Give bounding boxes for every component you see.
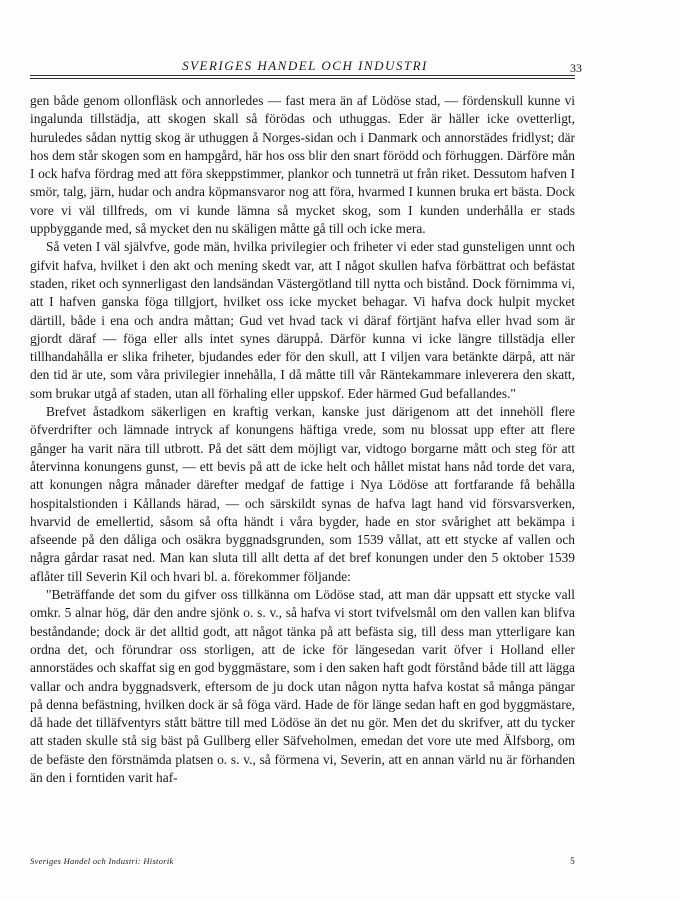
signature-mark: 5 [570,856,575,866]
paragraph-continued: gen både genom ollonfläsk och annorledes — fast mera än af Lödöse stad, — fördenskull kunne vi ingalunda tillstädja, att skogen skall så förödas och uthuggas. Eder är häller icke ovetterligt, huruledes sådan nyttig skog är uthuggen å Norges-sidan och i Danmark och annorstädes fridlyst; där hos dem står skogen som en hampgård, här hos oss blir den snart förödd och förhuggen. Därföre mån I ock hafva fördrag med att föra skeppstimmer, plankor och tunneträ ut från riket. Dessutom hafven I smör, talg, järn, hudar och andra köpmansvaror nog att föra, hvarmed I kunnen bruka ert bästa. Dock vore vi väl tillfreds, om vi kunde lämna så mycket skog, som I kunden underhålla er stads uppbyggande med, så mycket den nu skäligen måtte gå till och icke mera. [30,93,575,237]
page-number: 33 [570,61,582,75]
footer [30,856,575,870]
header-rule-top [30,75,575,76]
quoted-letter-paragraph: "Beträffande det som du gifver oss tillkänna om Lödöse stad, att man där uppsatt ett stycke vall omkr. 5 alnar hög, där den andre sjönk o. s. v., så hafva vi stort tvifvelsmål om den vallen kan blifva beståndande; dock är det alltid godt, att något tänka på att befästa sig, till dess man ytterligare kan ordna det, och förundrar oss storligen, att de icke för längesedan varit öfver i Holland eller annorstädes och skaffat sig en god byggmästare, som i den saken haft godt förstånd både till att lägga vallar och andra byggnadsverk, eftersom de ju dock utan någon nytta hafva kostat så många pängar på denna befästning, hvilken dock är så föga värd. Hade de för länge sedan haft en god byggmästare, då hade det tilläfventyrs stått bättre till med Lödöse än det nu gör. Men det du skrifver, att du tycker att staden skulle stå sig bäst på Gullberg eller Säfveholmen, emedan det vore ute med Älfsborg, om de befäste den förstnämda platsen o. s. v., så förmena vi, Severin, att en annan värld nu är förhanden än den i forntiden varit haf- [30,587,575,785]
header-rule-bottom [30,78,575,79]
running-header [30,58,580,76]
body-text [30,92,575,787]
running-title: SVERIGES HANDEL OCH INDUSTRI [182,58,428,73]
paragraph: Brefvet åstadkom säkerligen en kraftig verkan, kanske just därigenom att det innehöll flere öfverdrifter och lämnade intryck af konungens häftiga vrede, som nu blossat upp efter att flere gånger ha varit nära till utbrott. På det sätt dem möjligt var, vidtogo borgarne mått och steg för att återvinna konungens gunst, — ett bevis på att de icke helt och hållet mistat hans nåd torde det vara, att konungen några månader därefter medgaf de fattige i Nya Lödöse att fortfarande få behålla hospitalstionden i Kållands härad, — och särskildt synas de hafva lagt hand vid försvarsverken, hvarvid de emellertid, såsom så ofta händt i våra bygder, hade en stor svårighet att bekämpa i afseende på den dåliga och osäkra byggnadsgrunden, som 1539 vållat, att ett stycke af vallen och några gårdar rasat ned. Man kan sluta till allt detta af det bref konungen under den 5 oktober 1539 aflåter till Severin Kil och hvari bl. a. förekommer följande: [30,404,575,584]
paragraph: Så veten I väl självfve, gode män, hvilka privilegier och friheter vi eder stad gunsteligen unnt och gifvit hafva, hvilket i den akt och mening skedt var, att I något skullen hafva förbättrat och befästat staden, riket och synnerligast den landsändan Västergötland till nytta och bistånd. Dock förnimma vi, att I hafven ganska föga tillgjort, hvilket oss icke mycket behagar. Vi hafva dock hulpit mycket därtill, både i ena och andra måttan; Gud vet hvad tack vi däraf förtjänt hafva eller hvad som är gjordt däraf — föga eller alls intet synes däruppå. Därför kunna vi icke längre tillstädja eller tillhandahålla er slika friheter, bjudandes eder för den skull, att I viljen vara betänkte därpå, att när den tid är ute, som våra privilegier innehålla, I då måtte till vår Räntekammare inleverera den skatt, som brukar utgå af staden, utan all förhaling eller uppskof. Eder härmed Gud befallandes." [30,239,575,401]
footer-publication: Sveriges Handel och Industri: Historik [30,856,174,866]
